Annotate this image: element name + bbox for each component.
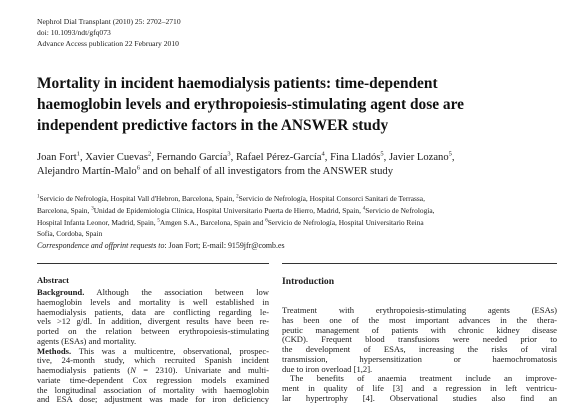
author-list: Joan Fort$^1$, Xavier Cuevas$^2$, Fernando García$^3$, Rafael Pérez-García$^4$, Fina Lladós$^5$, Javier Lozano$^5$, Alejandro Martín-Malo$^6$ and on behalf of all investigators from the ANSWER study xyxy=(37,150,455,177)
text-line: (CKD). Frequent blood transfusions were needed prior to xyxy=(282,334,557,345)
correspondence-label: Correspondence and offprint requests to xyxy=(37,241,165,250)
text-line: tive, 24-month study, which recruited Spanish incident xyxy=(37,355,269,366)
text-line: has been one of the most important advances in the thera- xyxy=(282,314,557,325)
text-line: agents (ESAs) and mortality. xyxy=(37,335,137,346)
text-line: lar hypertrophy [4]. Observational studies also find an xyxy=(282,392,557,403)
text-line: ported on the relation between erythropoiesis-stimulating xyxy=(37,326,269,336)
journal-metadata xyxy=(37,16,181,49)
abstract-heading: Abstract xyxy=(37,275,69,285)
article-title xyxy=(37,73,527,136)
author-name: Javier Lozano xyxy=(388,152,449,163)
text-line: vels >12 g/dl. In addition, divergent results have been re- xyxy=(37,316,269,327)
section-label-background: Background. xyxy=(37,287,85,297)
introduction-body xyxy=(282,306,557,404)
affiliation-mark: 6 xyxy=(265,218,268,224)
affiliation-mark: 3 xyxy=(91,206,94,212)
affiliation-text: Hospital Infanta Leonor, Madrid, Spain, xyxy=(37,217,158,227)
text-line: Treatment with erythropoiesis-stimulating agents (ESAs) xyxy=(282,305,557,315)
affiliation-text: Servicio de Nefrología, Hospital Consorci Sanitari de Terrassa, xyxy=(238,194,425,203)
affiliation-text: Servicio de Nefrología, xyxy=(365,205,435,215)
text-line: and ESA dose; adjustment was made for iron deficiency xyxy=(37,394,269,405)
author-affiliation-mark: 2 xyxy=(147,150,152,158)
section-label-methods: Methods. xyxy=(37,345,72,356)
affiliation-text: Barcelona, Spain, xyxy=(37,205,92,215)
affiliation-text: Unidad de Epidemiología Clínica, Hospital Universitario Puerta de Hierro, Madrid, Spain, xyxy=(93,205,363,215)
text-line: The benefits of anaemia treatment include an improve- xyxy=(290,373,557,384)
affiliation-mark: 5 xyxy=(157,218,160,224)
author-name: Fernando García xyxy=(156,152,228,163)
author-affiliation-mark: 5 xyxy=(380,150,384,158)
author-name: Xavier Cuevas xyxy=(85,152,148,163)
author-affiliation-mark: 4 xyxy=(321,150,325,158)
affiliations xyxy=(37,193,557,240)
abstract-top-rule xyxy=(37,263,269,264)
affiliation-text: Sofía, Cordoba, Spain xyxy=(37,229,103,239)
text-line: ment in quality of life [3] and a regression in left ventricu- xyxy=(282,383,557,393)
affiliation-text: Amgen S.A., Barcelona, Spain and xyxy=(159,217,266,227)
text-line: the development of ESAs, increasing the risks of viral xyxy=(282,344,557,354)
author-affiliation-mark: 5 xyxy=(448,150,452,158)
introduction-heading: Introduction xyxy=(282,276,335,287)
affiliation-mark: 1 xyxy=(37,194,40,200)
text-line: the longitudinal association of mortality with haemoglobin xyxy=(37,384,269,395)
text-line: variate time-dependent Cox regression models examined xyxy=(37,374,269,385)
text-line: haemodialysis patients, data are conflicting regarding le- xyxy=(37,306,269,317)
text-run: This was a multicentre, observational, prospec- xyxy=(71,345,269,356)
sample-size-symbol: N xyxy=(130,365,136,375)
text-run: haemodialysis patients ( xyxy=(37,365,131,375)
text-line: transmission, hypersensitization or haemochromatosis xyxy=(282,353,557,364)
author-affiliation-mark: 6 xyxy=(136,164,140,172)
affiliation-mark: 2 xyxy=(236,194,239,200)
author-name: Fina Lladós xyxy=(330,152,381,163)
affiliation-mark: 4 xyxy=(362,206,366,212)
introduction-top-rule xyxy=(282,263,557,264)
text-run: = 2310). Univariate and multi- xyxy=(136,365,269,375)
correspondence-line xyxy=(37,240,557,251)
author-list-tail: and on behalf of all investigators from the ANSWER study xyxy=(142,166,394,177)
text-line: peutic management of patients with chronic kidney disease xyxy=(282,324,557,335)
author-name: Rafael Pérez-García xyxy=(235,152,322,163)
affiliation-text: Servicio de Nefrología, Hospital Vall d'Hebron, Barcelona, Spain, xyxy=(39,194,237,203)
title-line: Mortality in incident haemodialysis patients: time-dependent xyxy=(37,75,438,92)
advance-access-date: Advance Access publication 22 February 2010 xyxy=(37,39,179,48)
text-line: haemoglobin levels and mortality is well established in xyxy=(37,296,269,307)
author-name: Alejandro Martín-Malo xyxy=(37,166,137,177)
doi[interactable]: doi: 10.1093/ndt/gfq073 xyxy=(37,28,111,37)
abstract-body xyxy=(37,288,269,405)
title-line: independent predictive factors in the ANSWER study xyxy=(37,117,389,134)
title-line: haemoglobin levels and erythropoiesis-stimulating agent dose are xyxy=(37,96,464,113)
author-name: Joan Fort xyxy=(37,152,77,163)
affiliation-text: Servicio de Nefrología, Hospital Universitario Reina xyxy=(267,217,424,227)
author-affiliation-mark: 1 xyxy=(76,150,80,158)
journal-citation: Nephrol Dial Transplant (2010) 25: 2702–2710 xyxy=(37,17,181,26)
text-run: Although the association between low xyxy=(84,287,269,297)
text-line: due to iron overload [1,2]. xyxy=(282,363,373,374)
correspondence-contact[interactable]: : Joan Fort; E-mail: 9159jfr@comb.es xyxy=(164,241,285,250)
author-affiliation-mark: 3 xyxy=(227,150,231,158)
